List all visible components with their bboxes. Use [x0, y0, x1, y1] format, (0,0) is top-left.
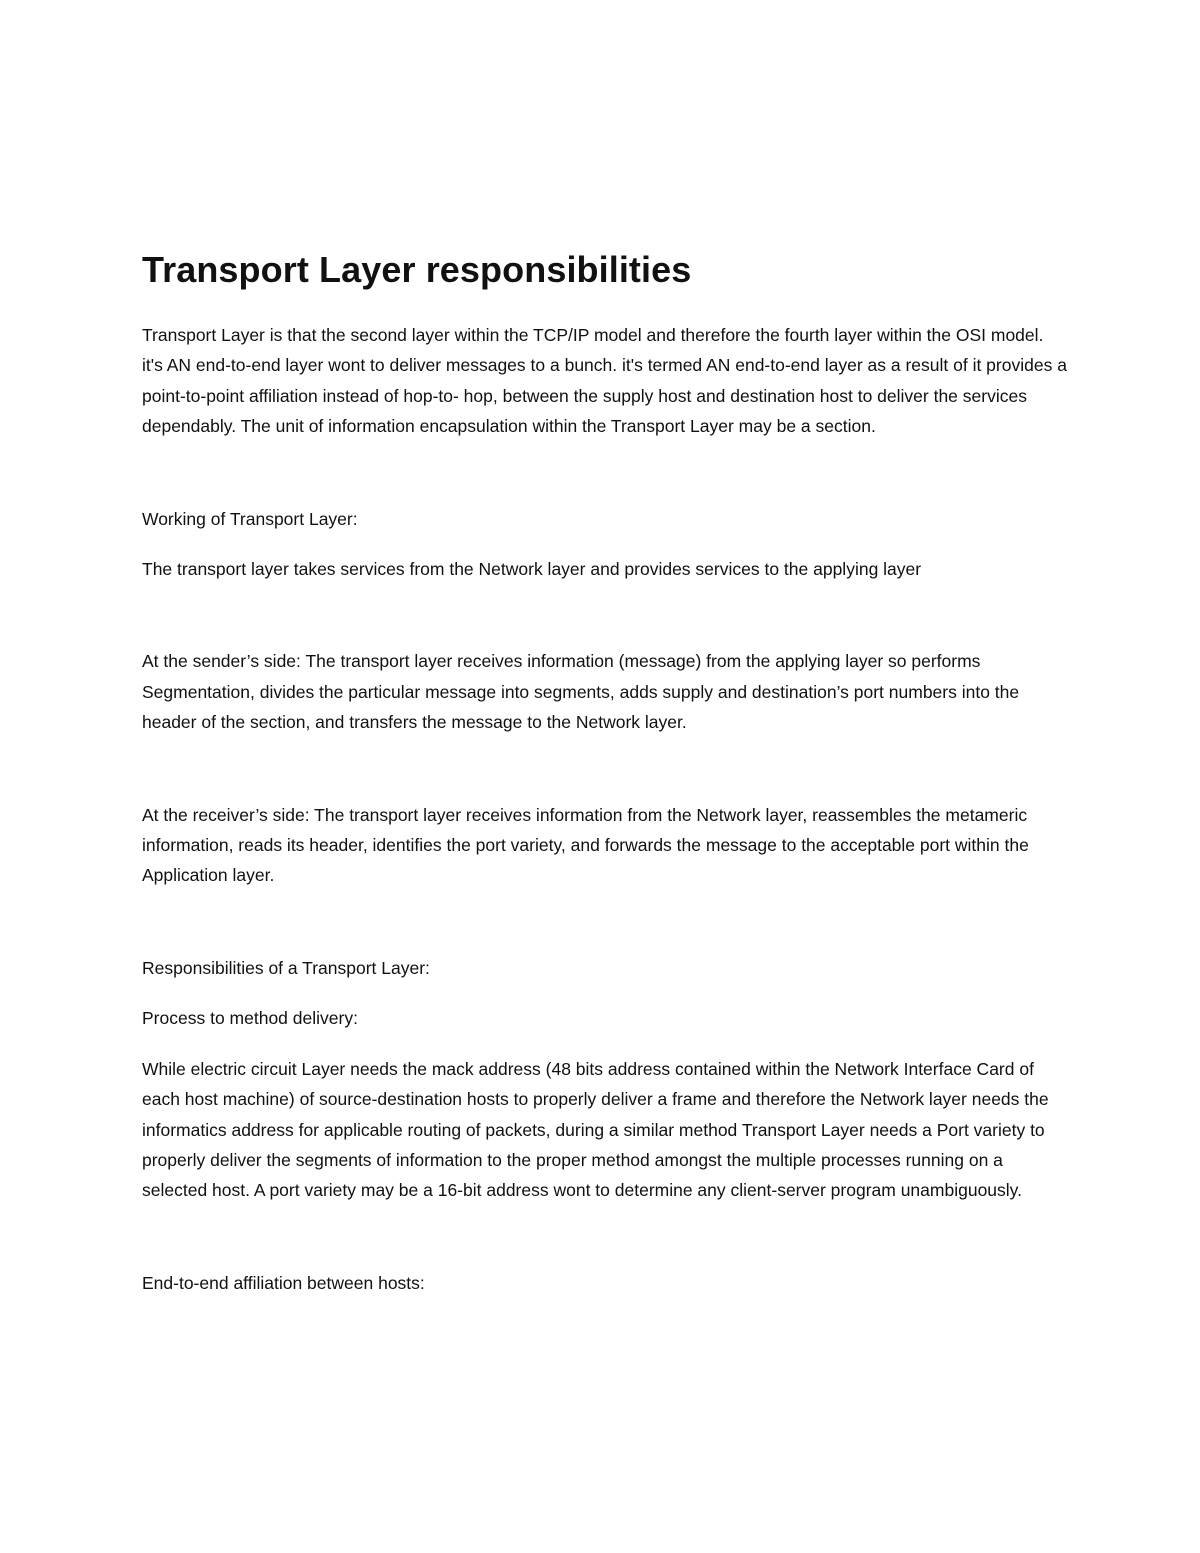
process-delivery-heading: Process to method delivery:: [142, 1008, 358, 1029]
receiver-side-paragraph: At the receiver’s side: The transport layer receives information from the Network layer, reassembles the metameric information, reads its header, identifies the port variety, and forwards the message to the acceptable port within the Application layer.: [142, 804, 1029, 886]
document-title: Transport Layer responsibilities: [142, 249, 692, 290]
working-heading: Working of Transport Layer:: [142, 508, 358, 529]
document-body: [142, 248, 1067, 1298]
intro-paragraph: Transport Layer is that the second layer within the TCP/IP model and therefore the fourth layer within the OSI model. it's AN end-to-end layer wont to deliver messages to a bunch. it's termed AN end-to-end layer as a result of it provides a point-to-point affiliation instead of hop-to- hop, between the supply host and destination host to deliver the services dependably. The unit of information encapsulation within the Transport Layer may be a section.: [142, 325, 1067, 437]
responsibilities-heading: Responsibilities of a Transport Layer:: [142, 957, 430, 978]
end-to-end-heading: End-to-end affiliation between hosts:: [142, 1272, 425, 1293]
process-delivery-paragraph: While electric circuit Layer needs the mack address (48 bits address contained within the Network Interface Card of each host machine) of source-destination hosts to properly deliver a frame and therefore the Network layer needs the informatics address for applicable routing of packets, during a similar method Transport Layer needs a Port variety to properly deliver the segments of information to the proper method amongst the multiple processes running on a selected host. A port variety may be a 16-bit address wont to determine any client-server program unambiguously.: [142, 1058, 1049, 1201]
sender-side-paragraph: At the sender’s side: The transport layer receives information (message) from the applying layer so performs Segmentation, divides the particular message into segments, adds supply and destination’s port numbers into the header of the section, and transfers the message to the Network layer.: [142, 651, 1020, 733]
working-paragraph: The transport layer takes services from the Network layer and provides services to the applying layer: [142, 559, 922, 580]
